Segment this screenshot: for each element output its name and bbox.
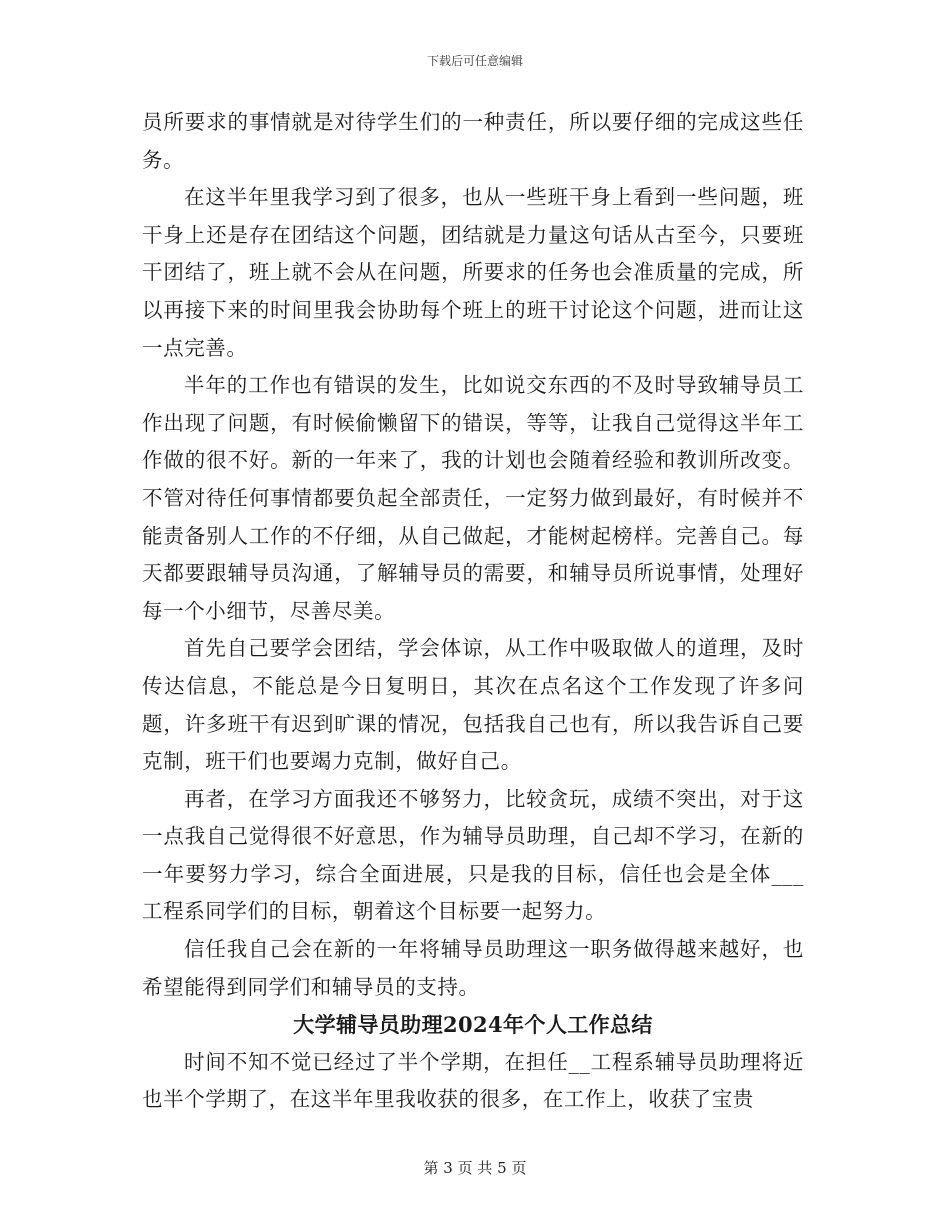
document-body (142, 104, 804, 1119)
paragraph-1: 员所要求的事情就是对待学生们的一种责任，所以要仔细的完成这些任务。 (142, 110, 804, 172)
section-title: 大学辅导员助理2024年个人工作总结 (293, 1012, 653, 1038)
paragraph-5: 再者，在学习方面我还不够努力，比较贪玩，成绩不突出，对于这一点我自己觉得很不好意思，作为辅导员助理，自己却不学习，在新的一年要努力学习，综合全面进展，只是我的目标，信任也会是全体___工程系同学们的目标，朝着这个目标要一起努力。 (142, 786, 804, 924)
page-header: 下载后可任意编辑 (426, 54, 523, 68)
paragraph-4: 首先自己要学会团结，学会体谅，从工作中吸取做人的道理，及时传达信息，不能总是今日复明日，其次在点名这个工作发现了许多问题，许多班干有迟到旷课的情况，包括我自己也有，所以我告诉自己要克制，班干们也要竭力克制，做好自己。 (142, 636, 804, 774)
page-number: 第 3 页 共 5 页 (423, 1159, 527, 1177)
paragraph-3: 半年的工作也有错误的发生，比如说交东西的不及时导致辅导员工作出现了问题，有时候偷懒留下的错误，等等，让我自己觉得这半年工作做的很不好。新的一年来了，我的计划也会随着经验和教训所改变。不管对待任何事情都要负起全部责任，一定努力做到最好，有时候并不能责备别人工作的不仔细，从自己做起，才能树起榜样。完善自己。每天都要跟辅导员沟通，了解辅导员的需要，和辅导员所说事情，处理好每一个小细节，尽善尽美。 (142, 373, 804, 623)
paragraph-6: 信任我自己会在新的一年将辅导员助理这一职务做得越来越好，也希望能得到同学们和辅导员的支持。 (142, 937, 804, 999)
paragraph-7: 时间不知不觉已经过了半个学期，在担任__工程系辅导员助理将近也半个学期了，在这半年里我收获的很多，在工作上，收获了宝贵 (142, 1049, 804, 1112)
paragraph-2: 在这半年里我学习到了很多，也从一些班干身上看到一些问题，班干身上还是存在团结这个问题，团结就是力量这句话从古至今，只要班干团结了，班上就不会从在问题，所要求的任务也会准质量的完成，所以再接下来的时间里我会协助每个班上的班干讨论这个问题，进而让这一点完善。 (142, 185, 804, 360)
